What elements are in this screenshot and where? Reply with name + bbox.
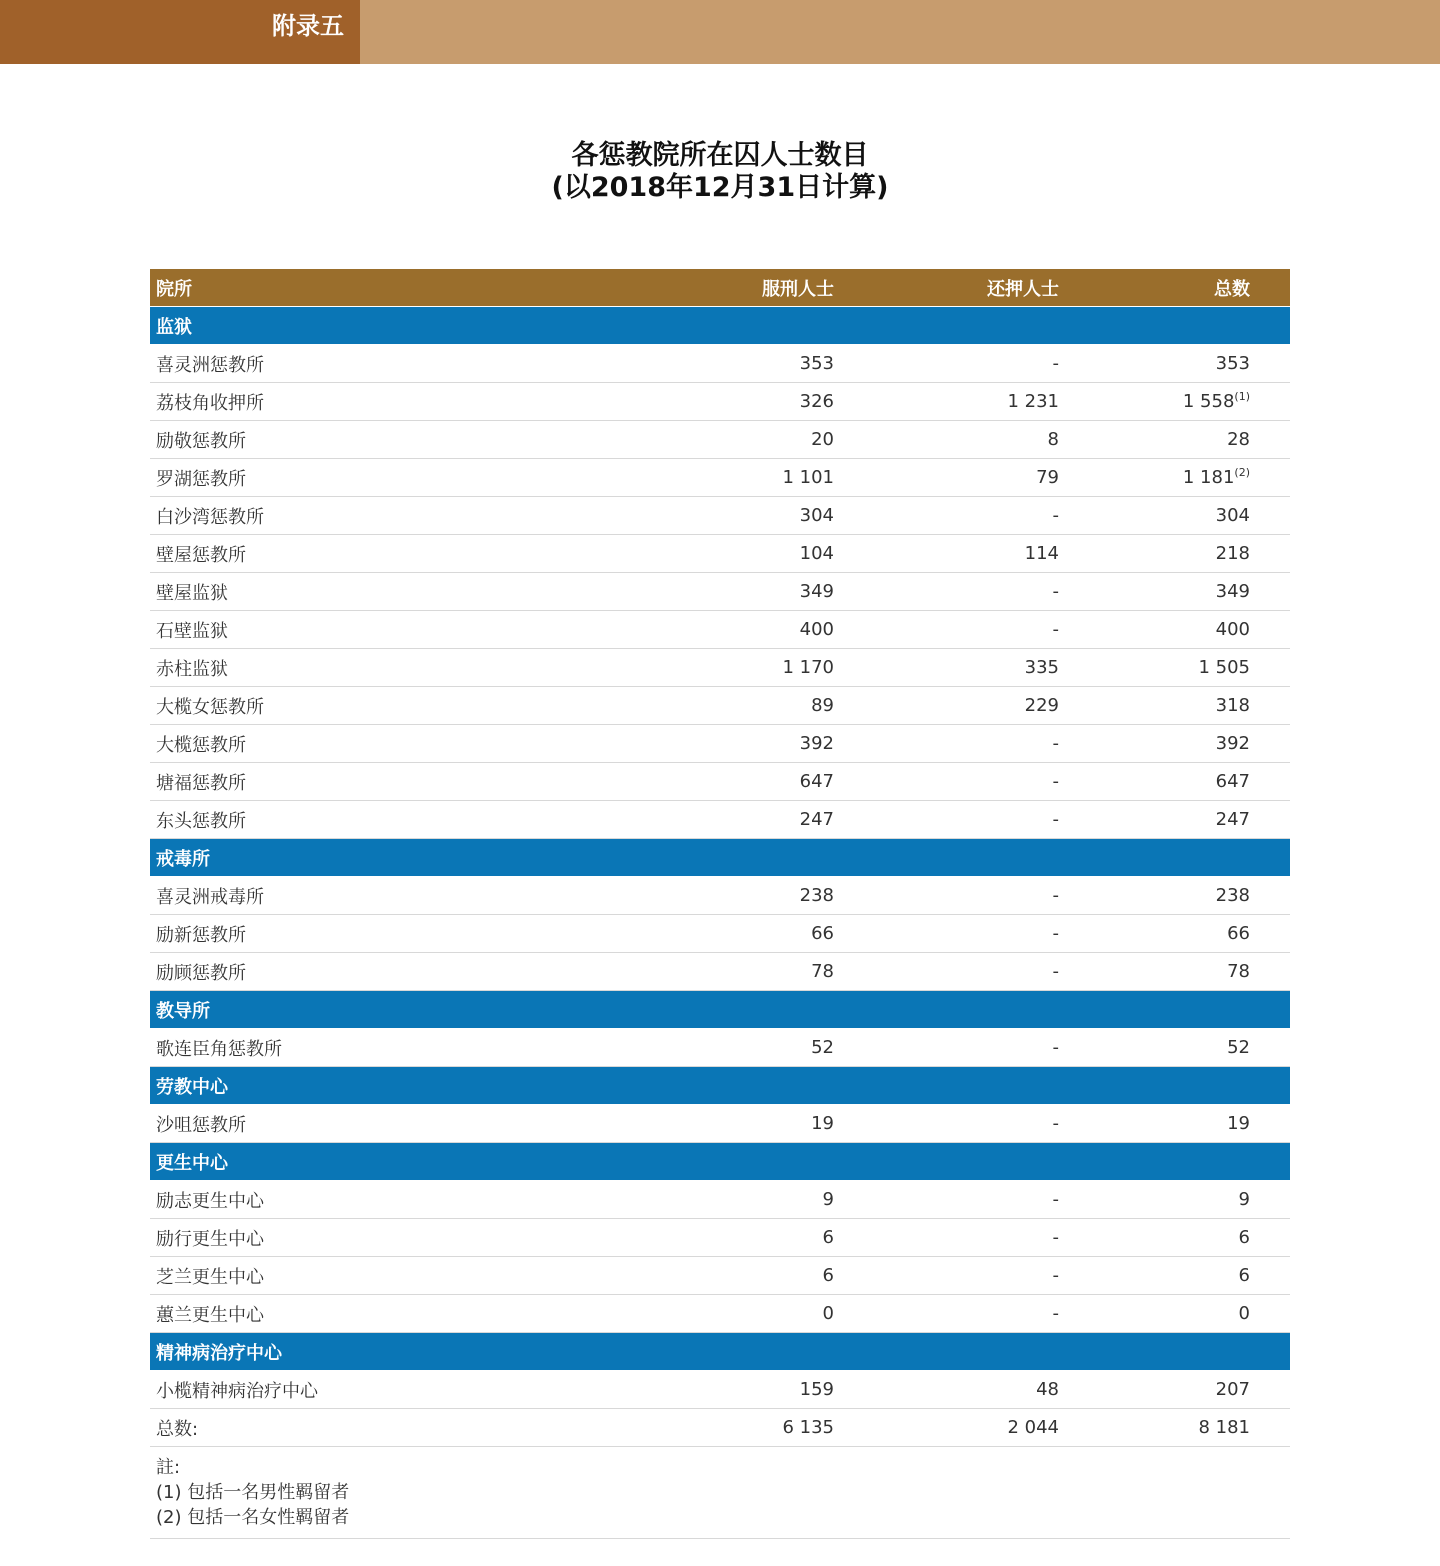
sentenced-count: 1 101 bbox=[782, 467, 834, 488]
sentenced-count: 304 bbox=[799, 505, 834, 526]
total-value: 400 bbox=[1215, 619, 1250, 640]
sentenced-count: 20 bbox=[811, 429, 834, 450]
total-count bbox=[1059, 1265, 1250, 1286]
institution-name: 励新惩教所 bbox=[156, 924, 246, 946]
remand-count: 1 231 bbox=[1007, 391, 1059, 412]
sentenced-count: 19 bbox=[811, 1113, 834, 1134]
table-row bbox=[150, 1105, 1290, 1143]
remand-count: - bbox=[1052, 1037, 1059, 1058]
total-count bbox=[1059, 391, 1250, 412]
total-count bbox=[1059, 581, 1250, 602]
institution-name: 励行更生中心 bbox=[156, 1228, 264, 1250]
remand-count: - bbox=[1052, 733, 1059, 754]
remand-count: - bbox=[1052, 923, 1059, 944]
table-row bbox=[150, 915, 1290, 953]
total-value: 19 bbox=[1227, 1113, 1250, 1134]
total-count bbox=[1059, 1227, 1250, 1248]
remand-count: - bbox=[1052, 581, 1059, 602]
table-row bbox=[150, 763, 1290, 801]
sentenced-count: 349 bbox=[799, 581, 834, 602]
sentenced-count: 66 bbox=[811, 923, 834, 944]
section-header bbox=[150, 307, 1290, 345]
table-row bbox=[150, 877, 1290, 915]
remand-count: - bbox=[1052, 1227, 1059, 1248]
sentenced-count: 392 bbox=[799, 733, 834, 754]
sentenced-count: 326 bbox=[799, 391, 834, 412]
column-header-institution: 院所 bbox=[156, 278, 192, 300]
institution-name: 喜灵洲惩教所 bbox=[156, 354, 264, 376]
total-value: 349 bbox=[1215, 581, 1250, 602]
table-row bbox=[150, 1181, 1290, 1219]
table-row bbox=[150, 535, 1290, 573]
table-body bbox=[150, 307, 1290, 1409]
total-count bbox=[1059, 885, 1250, 906]
section-title: 教导所 bbox=[156, 1000, 210, 1022]
institution-name: 壁屋惩教所 bbox=[156, 544, 246, 566]
institution-name: 芝兰更生中心 bbox=[156, 1266, 264, 1288]
institution-name: 大榄惩教所 bbox=[156, 734, 246, 756]
table-row bbox=[150, 953, 1290, 991]
institution-name: 东头惩教所 bbox=[156, 810, 246, 832]
institution-name: 罗湖惩教所 bbox=[156, 468, 246, 490]
appendix-tag: 附录五 bbox=[0, 0, 360, 64]
institution-name: 荔枝角收押所 bbox=[156, 392, 264, 414]
footnotes bbox=[150, 1447, 1290, 1539]
total-count bbox=[1059, 353, 1250, 374]
remand-count: - bbox=[1052, 885, 1059, 906]
total-count bbox=[1059, 733, 1250, 754]
total-value: 207 bbox=[1215, 1379, 1250, 1400]
remand-count: 335 bbox=[1024, 657, 1059, 678]
footnote-label: 註: bbox=[156, 1457, 181, 1478]
sentenced-count: 353 bbox=[799, 353, 834, 374]
total-count bbox=[1059, 771, 1250, 792]
table-row bbox=[150, 1219, 1290, 1257]
table-row bbox=[150, 345, 1290, 383]
column-header-total: 总数 bbox=[1214, 278, 1250, 300]
table-row bbox=[150, 459, 1290, 497]
total-count bbox=[1059, 1303, 1250, 1324]
institution-name: 励敬惩教所 bbox=[156, 430, 246, 452]
section-title: 劳教中心 bbox=[156, 1076, 228, 1098]
table-row bbox=[150, 1371, 1290, 1409]
total-count bbox=[1059, 1189, 1250, 1210]
table-row bbox=[150, 725, 1290, 763]
title-line-2: (以2018年12月31日计算) bbox=[551, 172, 889, 203]
total-value: 1 558 bbox=[1182, 391, 1235, 412]
footnote-marker: (1) bbox=[1234, 390, 1250, 403]
total-value: 9 bbox=[1238, 1189, 1250, 1210]
total-count bbox=[1059, 961, 1250, 982]
total-count bbox=[1059, 467, 1250, 488]
table-row bbox=[150, 1029, 1290, 1067]
sentenced-count: 647 bbox=[799, 771, 834, 792]
total-count bbox=[1059, 1113, 1250, 1134]
remand-count: - bbox=[1052, 1265, 1059, 1286]
remand-count: - bbox=[1052, 771, 1059, 792]
table-row bbox=[150, 1295, 1290, 1333]
table-row bbox=[150, 497, 1290, 535]
remand-count: - bbox=[1052, 353, 1059, 374]
total-value: 52 bbox=[1227, 1037, 1250, 1058]
remand-count: 114 bbox=[1024, 543, 1059, 564]
total-count bbox=[1059, 657, 1250, 678]
institution-name: 塘福惩教所 bbox=[156, 772, 246, 794]
sentenced-count: 6 bbox=[822, 1227, 834, 1248]
sentenced-count: 1 170 bbox=[782, 657, 834, 678]
section-header bbox=[150, 1067, 1290, 1105]
totals-label: 总数: bbox=[156, 1418, 199, 1440]
total-count bbox=[1059, 1379, 1250, 1400]
sentenced-count: 159 bbox=[799, 1379, 834, 1400]
total-count bbox=[1059, 695, 1250, 716]
table-header bbox=[150, 269, 1290, 307]
total-count bbox=[1059, 619, 1250, 640]
total-value: 6 bbox=[1238, 1265, 1250, 1286]
table-row bbox=[150, 611, 1290, 649]
table-row bbox=[150, 801, 1290, 839]
sentenced-count: 104 bbox=[799, 543, 834, 564]
table-row bbox=[150, 421, 1290, 459]
total-value: 28 bbox=[1227, 429, 1250, 450]
remand-count: 229 bbox=[1024, 695, 1059, 716]
section-title: 更生中心 bbox=[156, 1152, 228, 1174]
table-row bbox=[150, 1257, 1290, 1295]
remand-count: - bbox=[1052, 1303, 1059, 1324]
institution-name: 励志更生中心 bbox=[156, 1190, 264, 1212]
total-value: 392 bbox=[1215, 733, 1250, 754]
total-count bbox=[1059, 809, 1250, 830]
sentenced-count: 6 bbox=[822, 1265, 834, 1286]
footnote-1: (1) 包括一名男性羁留者 bbox=[156, 1482, 350, 1503]
total-value: 647 bbox=[1215, 771, 1250, 792]
totals-remand: 2 044 bbox=[1007, 1417, 1059, 1438]
footnote-marker: (2) bbox=[1234, 466, 1250, 479]
totals-total: 8 181 bbox=[1198, 1417, 1250, 1438]
institution-name: 喜灵洲戒毒所 bbox=[156, 886, 264, 908]
sentenced-count: 247 bbox=[799, 809, 834, 830]
remand-count: - bbox=[1052, 505, 1059, 526]
table-row bbox=[150, 383, 1290, 421]
institution-name: 蕙兰更生中心 bbox=[156, 1304, 264, 1326]
total-count bbox=[1059, 923, 1250, 944]
total-value: 0 bbox=[1238, 1303, 1250, 1324]
title-line-1: 各惩教院所在囚人士数目 bbox=[571, 140, 869, 171]
table-row bbox=[150, 687, 1290, 725]
section-title: 戒毒所 bbox=[156, 848, 210, 870]
sentenced-count: 400 bbox=[799, 619, 834, 640]
sentenced-count: 9 bbox=[822, 1189, 834, 1210]
remand-count: - bbox=[1052, 1189, 1059, 1210]
section-header bbox=[150, 991, 1290, 1029]
column-header-sentenced: 服刑人士 bbox=[762, 278, 834, 300]
remand-count: 79 bbox=[1036, 467, 1059, 488]
total-value: 78 bbox=[1227, 961, 1250, 982]
sentenced-count: 0 bbox=[822, 1303, 834, 1324]
institution-name: 小榄精神病治疗中心 bbox=[156, 1380, 318, 1402]
institution-name: 歌连臣角惩教所 bbox=[156, 1038, 282, 1060]
section-header bbox=[150, 839, 1290, 877]
column-header-remand: 还押人士 bbox=[987, 278, 1059, 300]
total-value: 353 bbox=[1215, 353, 1250, 374]
remand-count: - bbox=[1052, 1113, 1059, 1134]
institution-name: 赤柱监狱 bbox=[156, 658, 228, 680]
table-row bbox=[150, 649, 1290, 687]
total-count bbox=[1059, 1037, 1250, 1058]
sentenced-count: 52 bbox=[811, 1037, 834, 1058]
top-banner bbox=[0, 0, 1440, 64]
remand-count: - bbox=[1052, 961, 1059, 982]
sentenced-count: 238 bbox=[799, 885, 834, 906]
total-value: 247 bbox=[1215, 809, 1250, 830]
institution-name: 白沙湾惩教所 bbox=[156, 506, 264, 528]
total-value: 238 bbox=[1215, 885, 1250, 906]
remand-count: - bbox=[1052, 809, 1059, 830]
total-value: 304 bbox=[1215, 505, 1250, 526]
total-value: 1 505 bbox=[1198, 657, 1250, 678]
section-title: 监狱 bbox=[156, 316, 192, 338]
section-header bbox=[150, 1143, 1290, 1181]
footnote-2: (2) 包括一名女性羁留者 bbox=[156, 1507, 350, 1528]
institution-name: 壁屋监狱 bbox=[156, 582, 228, 604]
totals-sentenced: 6 135 bbox=[782, 1417, 834, 1438]
section-header bbox=[150, 1333, 1290, 1371]
total-value: 66 bbox=[1227, 923, 1250, 944]
total-value: 318 bbox=[1215, 695, 1250, 716]
total-value: 1 181 bbox=[1182, 467, 1235, 488]
institution-name: 石壁监狱 bbox=[156, 620, 228, 642]
sentenced-count: 78 bbox=[811, 961, 834, 982]
institution-name: 大榄女惩教所 bbox=[156, 696, 264, 718]
totals-row bbox=[150, 1409, 1290, 1447]
section-title: 精神病治疗中心 bbox=[156, 1342, 282, 1364]
total-value: 218 bbox=[1215, 543, 1250, 564]
sentenced-count: 89 bbox=[811, 695, 834, 716]
table-row bbox=[150, 573, 1290, 611]
remand-count: - bbox=[1052, 619, 1059, 640]
institution-name: 励顾惩教所 bbox=[156, 962, 246, 984]
remand-count: 8 bbox=[1047, 429, 1059, 450]
total-count bbox=[1059, 543, 1250, 564]
institution-name: 沙咀惩教所 bbox=[156, 1114, 246, 1136]
total-count bbox=[1059, 505, 1250, 526]
inmate-table bbox=[150, 269, 1290, 1539]
remand-count: 48 bbox=[1036, 1379, 1059, 1400]
total-count bbox=[1059, 429, 1250, 450]
page-title bbox=[0, 140, 1440, 204]
total-value: 6 bbox=[1238, 1227, 1250, 1248]
